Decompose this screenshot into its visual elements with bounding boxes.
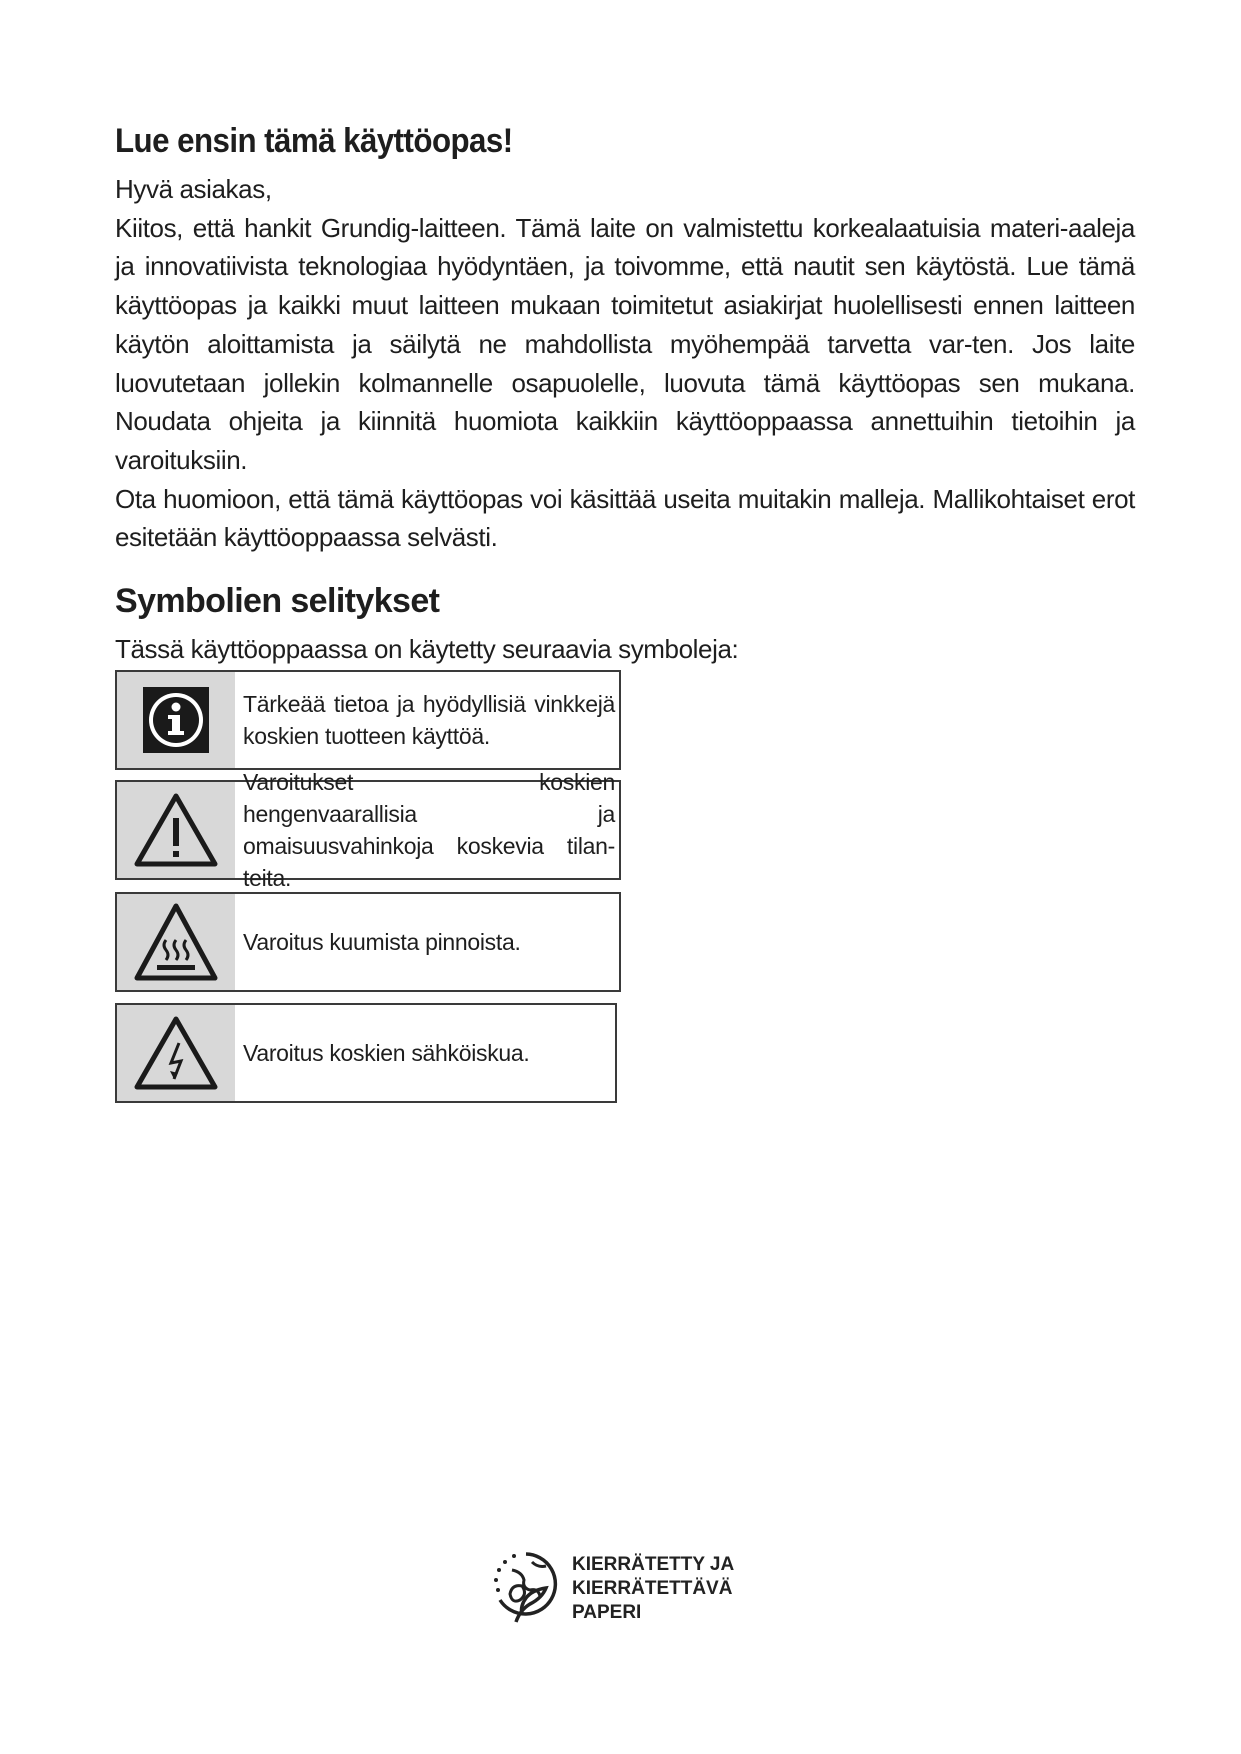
symbols-heading: Symbolien selitykset: [115, 582, 440, 620]
electric-shock-icon: [117, 1005, 235, 1101]
logo-line-2: KIERRÄTETTÄVÄ: [572, 1577, 733, 1599]
warning-icon: [117, 782, 235, 878]
hot-surface-icon: [117, 894, 235, 990]
intro-text: [115, 170, 1135, 557]
symbol-description: Varoitus kuumista pinnoista.: [243, 929, 521, 955]
symbol-description: Varoitukset koskien hengenvaarallisia ja omaisuusvahinkoja koskevia tilan-teita.: [243, 769, 615, 891]
recycled-paper-icon: [490, 1548, 562, 1629]
info-icon: [117, 672, 235, 768]
symbols-intro: Tässä käyttöoppaassa on käytetty seuraavia symboleja:: [115, 634, 739, 664]
symbol-description: Varoitus koskien sähköiskua.: [243, 1040, 530, 1066]
paragraph-models: Ota huomioon, että tämä käyttöopas voi käsittää useita muitakin malleja. Mallikohtaiset erot esitetään käyttöoppaassa selvästi.: [115, 483, 1135, 553]
logo-line-3: PAPERI: [572, 1601, 642, 1623]
logo-line-1: KIERRÄTETTY JA: [572, 1553, 735, 1575]
recycled-paper-logo: [490, 1548, 762, 1629]
symbol-description: Tärkeää tietoa ja hyödyllisiä vinkkejä koskien tuotteen käyttöä.: [243, 691, 615, 749]
greeting: Hyvä asiakas,: [115, 174, 272, 204]
symbol-row-electric-shock: [115, 1003, 617, 1103]
symbol-row-info: [115, 670, 621, 770]
symbol-row-warning: [115, 769, 621, 891]
page-title: Lue ensin tämä käyttöopas!: [115, 122, 513, 160]
symbol-row-hot-surface: [115, 892, 621, 992]
paragraph-main: Kiitos, että hankit Grundig-laitteen. Tämä laite on valmistettu korkealaatuisia materi-aaleja ja innovatiivista teknologiaa hyödyntäen, ja toivomme, että nautit sen käytöstä. Lue tämä käyttöopas ja kaikki muut laitteen mukaan toimitetut asiakirjat huolellisesti ennen laitteen käytön aloittamista ja säilytä ne mahdollista myöhempää tarvetta var-ten. Jos laite luovutetaan jollekin kolmannelle osapuolelle, luovuta tämä käyttöopas sen mukana. Noudata ohjeita ja kiinnitä huomiota kaikkiin käyttöoppaassa annettuihin tietoihin ja varoituksiin.: [115, 212, 1135, 475]
